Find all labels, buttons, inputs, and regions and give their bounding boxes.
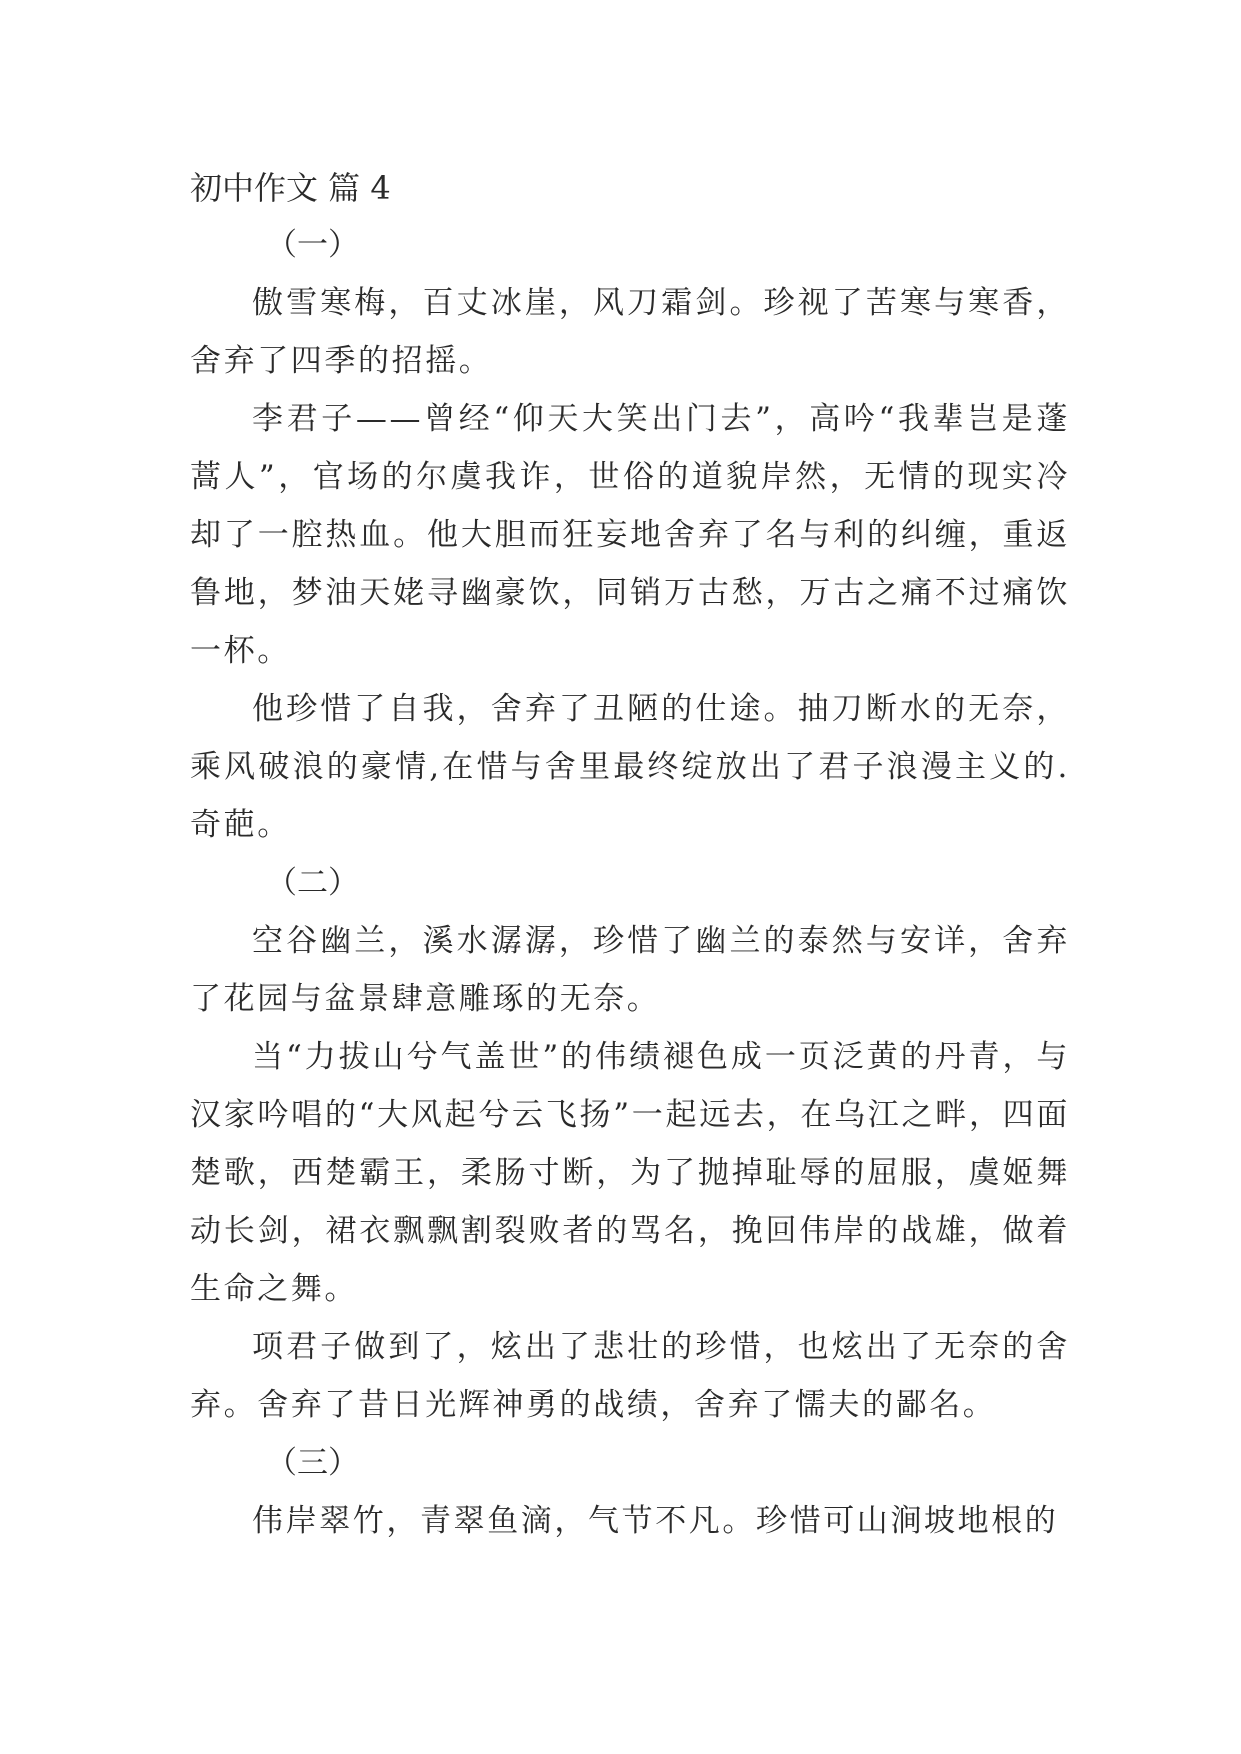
document-body [190,160,1070,1550]
section-heading-3: （三） [266,1445,359,1481]
paragraph: 他珍惜了自我，舍弃了丑陋的仕途。抽刀断水的无奈，乘风破浪的豪情,在惜与舍里最终绽放出了君子浪漫主义的.奇葩。 [190,691,1070,843]
paragraph: 空谷幽兰，溪水潺潺，珍惜了幽兰的泰然与安详，舍弃了花园与盆景肆意雕琢的无奈。 [190,923,1070,1017]
paragraph: 傲雪寒梅，百丈冰崖，风刀霜剑。珍视了苦寒与寒香，舍弃了四季的招摇。 [190,285,1070,379]
document-title: 初中作文 篇 4 [190,169,391,207]
paragraph: 当“力拔山兮气盖世”的伟绩褪色成一页泛黄的丹青，与汉家吟唱的“大风起兮云飞扬”一起远去，在乌江之畔，四面楚歌，西楚霸王，柔肠寸断，为了抛掉耻辱的屈服，虞姬舞动长剑，裙衣飘飘割裂败者的骂名，挽回伟岸的战雄，做着生命之舞。 [190,1039,1070,1307]
paragraph: 李君子——曾经“仰天大笑出门去”，高吟“我辈岂是蓬蒿人”，官场的尔虞我诈，世俗的道貌岸然，无情的现实冷却了一腔热血。他大胆而狂妄地舍弃了名与利的纠缠，重返鲁地，梦油天姥寻幽豪饮，同销万古愁，万古之痛不过痛饮一杯。 [190,401,1070,669]
section-heading-1: （一） [266,227,359,263]
paragraph: 项君子做到了，炫出了悲壮的珍惜，也炫出了无奈的舍弃。舍弃了昔日光辉神勇的战绩，舍弃了懦夫的鄙名。 [190,1329,1070,1423]
paragraph: 伟岸翠竹，青翠鱼滴，气节不凡。珍惜可山涧坡地根的 [252,1503,1059,1539]
section-heading-2: （二） [266,865,359,901]
